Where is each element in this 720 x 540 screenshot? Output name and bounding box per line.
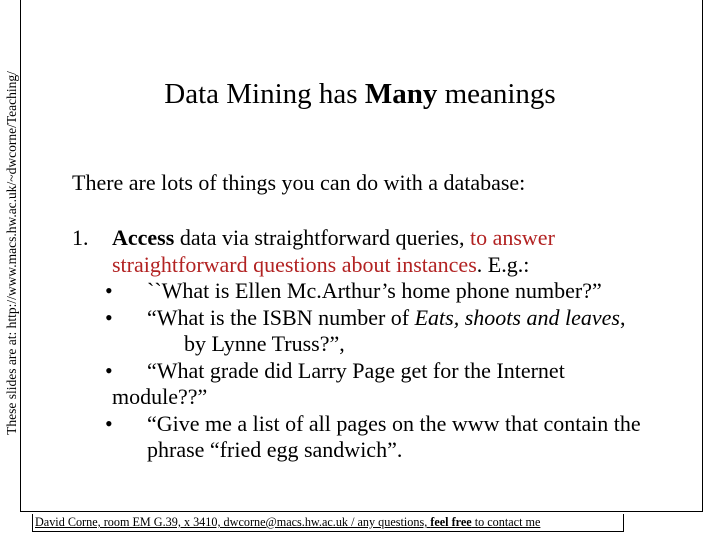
item-line-1	[112, 225, 712, 252]
footer-text: David Corne, room EM G.39, x 3410, dwcorne@macs.hw.ac.uk / any questions,	[35, 515, 431, 529]
side-note	[1, 0, 23, 505]
bullet-item	[105, 278, 712, 305]
bullet-continuation: phrase “fried egg sandwich”.	[147, 437, 403, 462]
slide-footer	[32, 514, 624, 532]
title-bold-word: Many	[364, 78, 438, 110]
item-text-eg: . E.g.:	[476, 251, 530, 277]
bullet-icon: •	[105, 410, 113, 436]
item-highlight-2: straightforward questions about instances	[112, 251, 477, 277]
title-text-start: Data Mining has	[164, 78, 365, 110]
list-number: 1.	[72, 225, 89, 250]
numbered-list	[72, 225, 712, 464]
bullet-text: ``What is Ellen Mc.Arthur’s home phone number?”	[147, 278, 602, 303]
bullet-text: ,	[619, 304, 626, 330]
bullet-continuation: module??”	[112, 384, 208, 409]
item-text: data via straightforward queries,	[174, 225, 470, 250]
slide-title	[0, 78, 720, 111]
item-line-2	[112, 252, 712, 279]
footer-text-end: to contact me	[471, 515, 541, 529]
item-highlight-1: to answer	[469, 225, 555, 250]
bullet-continuation: by Lynne Truss?”,	[184, 331, 345, 356]
list-item	[105, 225, 712, 464]
bullet-icon: •	[105, 304, 113, 330]
bullet-text: “What grade did Larry Page get for the Internet	[147, 357, 565, 383]
intro-text: There are lots of things you can do with a database:	[72, 170, 526, 195]
bullet-text: “Give me a list of all pages on the www that contain the	[147, 410, 641, 436]
bullet-icon: •	[105, 357, 113, 383]
bullet-item	[105, 410, 712, 438]
bullet-item	[105, 357, 712, 385]
access-keyword: Access	[112, 225, 175, 250]
bullet-item	[105, 304, 712, 332]
bullet-icon: •	[105, 278, 113, 303]
bullet-text: “What is the ISBN number of	[147, 304, 415, 330]
side-note-text: These slides are at: http://www.macs.hw.ac.uk/~dwcorne/Teaching/	[4, 70, 19, 435]
book-title: Eats, shoots and leaves	[414, 304, 620, 330]
footer-bold: feel free	[430, 515, 472, 529]
title-text-end: meanings	[437, 78, 556, 110]
